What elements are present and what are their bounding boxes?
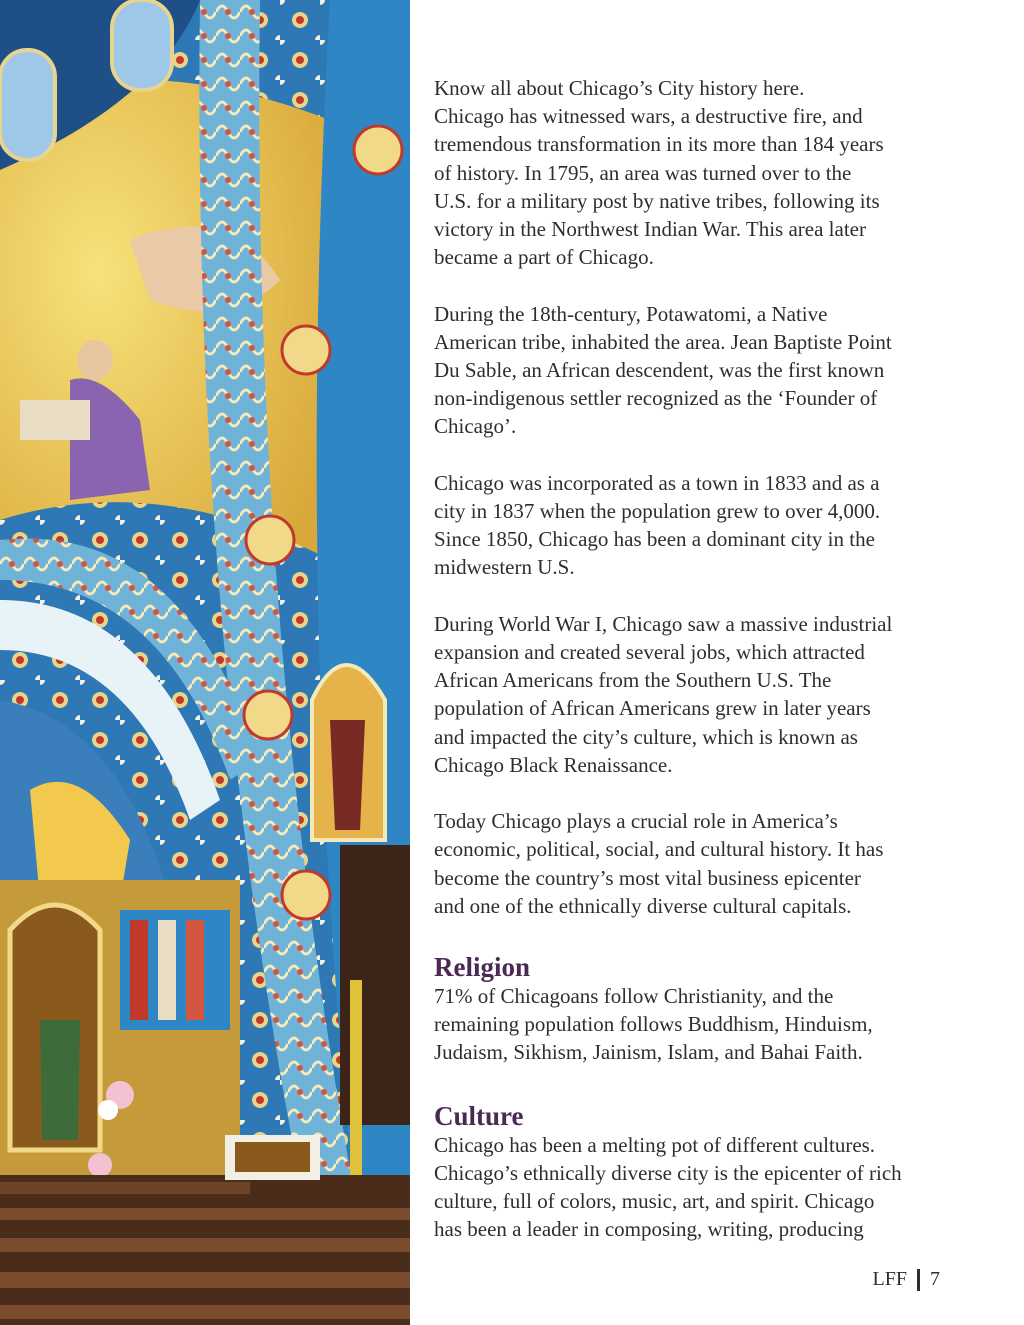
paragraph-today: Today Chicago plays a crucial role in America’s economic, political, social, and cultural history. It has become the country’s most vital business epicenter and one of the ethnically diverse cultural capitals. <box>434 809 884 918</box>
paragraph-world-war: During World War I, Chicago saw a massive industrial expansion and created several jobs, which attracted African Americans from the Southern U.S. The population of African Americans grew in later years and impacted the city’s culture, which is known as Chicago Black Renaissance. <box>434 611 893 777</box>
footer-divider <box>917 1269 920 1291</box>
religion-heading: Religion <box>434 952 531 983</box>
cathedral-mural-illustration <box>0 0 410 1325</box>
article-body <box>434 74 954 1272</box>
paragraph-incorporation: Chicago was incorporated as a town in 1833 and as a city in 1837 when the population grew to over 4,000. Since 1850, Chicago has been a dominant city in the midwestern U.S. <box>434 470 881 580</box>
culture-heading: Culture <box>434 1100 524 1131</box>
cathedral-interior-photo <box>0 0 410 1325</box>
culture-text: Chicago has been a melting pot of different cultures. Chicago’s ethnically diverse city is the epicenter of rich culture, full of colors, music, art, and spirit. Chicago has been a leader in composing, writing, producing <box>434 1132 902 1242</box>
page-footer <box>873 1268 940 1291</box>
page-number: 7 <box>930 1268 940 1290</box>
paragraph-potawatomi: During the 18th-century, Potawatomi, a Native American tribe, inhabited the area. Jean Baptiste Point Du Sable, an African descendent, was the first known non-indigenous settler recognized as the ‘Founder of Chicago’. <box>434 301 892 439</box>
intro-paragraph: Know all about Chicago’s City history here. Chicago has witnessed wars, a destructive fire, and tremendous transformation in its more than 184 years of history. In 1795, an area was turned over to the U.S. for a military post by native tribes, following its victory in the Northwest Indian War. This area later became a part of Chicago. <box>434 76 884 270</box>
footer-brand: LFF <box>872 1268 907 1290</box>
religion-text: 71% of Chicagoans follow Christianity, and the remaining population follows Buddhism, Hinduism, Judaism, Sikhism, Jainism, Islam, and Bahai Faith. <box>434 984 873 1065</box>
